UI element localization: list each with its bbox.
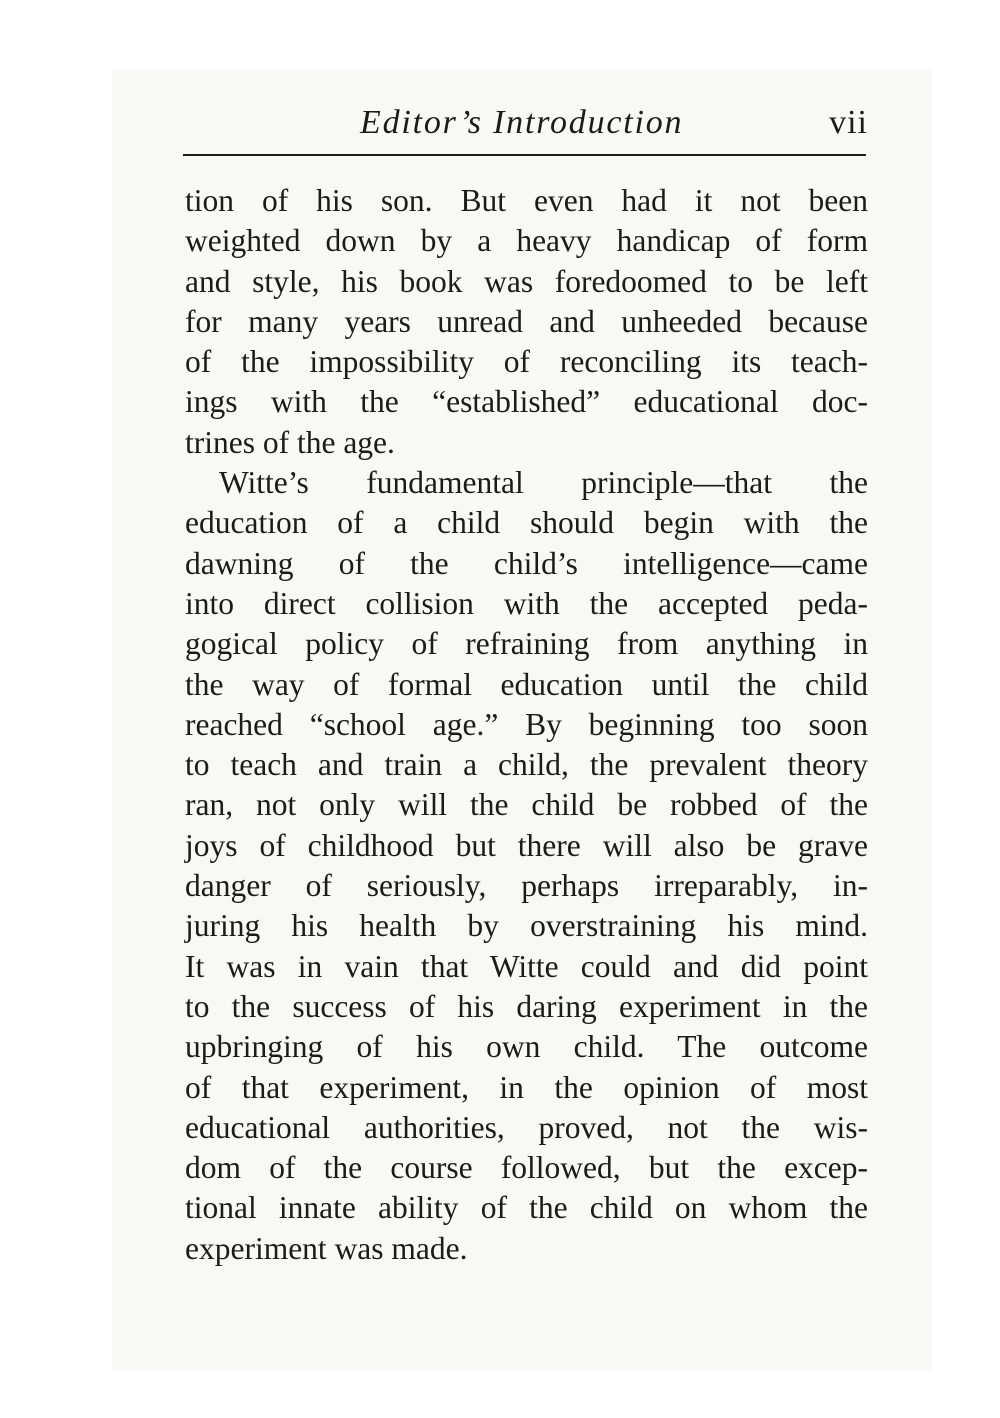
body-text <box>185 181 868 1269</box>
text-line: upbringing of his own child. The outcome <box>185 1029 868 1065</box>
text-line: of the impossibility of reconciling its teach- <box>185 344 868 380</box>
text-line: the way of formal education until the child <box>185 666 868 702</box>
paragraph <box>185 181 868 463</box>
text-line: to the success of his daring experiment in the <box>185 988 868 1024</box>
paragraph <box>185 463 868 1269</box>
text-line: into direct collision with the accepted peda- <box>185 585 868 621</box>
text-line: of that experiment, in the opinion of most <box>185 1069 868 1105</box>
text-line: and style, his book was foredoomed to be left <box>185 263 868 299</box>
text-line: Witte’s fundamental principle—that the <box>219 465 868 501</box>
text-line: juring his health by overstraining his mind. <box>185 908 868 944</box>
text-line: ings with the “established” educational doc- <box>185 384 868 420</box>
text-line: to teach and train a child, the prevalent theory <box>185 747 868 783</box>
running-head-title: Editor’s Introduction <box>360 104 684 141</box>
text-line: education of a child should begin with the <box>185 505 868 541</box>
text-line: tion of his son. But even had it not been <box>185 183 868 218</box>
text-line: educational authorities, proved, not the wis- <box>185 1109 868 1145</box>
text-line: danger of seriously, perhaps irreparably, in- <box>185 868 868 904</box>
header-rule <box>183 154 866 156</box>
text-line: tional innate ability of the child on whom the <box>185 1190 868 1226</box>
text-line: experiment was made. <box>185 1230 468 1266</box>
text-line: dawning of the child’s intelligence—came <box>185 545 868 581</box>
text-line: gogical policy of refraining from anything in <box>185 626 868 662</box>
page-number: vii <box>829 104 868 141</box>
text-line: It was in vain that Witte could and did point <box>185 948 868 984</box>
text-line: for many years unread and unheeded because <box>185 303 868 339</box>
running-head <box>185 98 868 154</box>
text-line: reached “school age.” By beginning too soon <box>185 706 868 742</box>
text-line: ran, not only will the child be robbed of the <box>185 787 868 823</box>
text-line: joys of childhood but there will also be grave <box>185 827 868 863</box>
text-line: weighted down by a heavy handicap of form <box>185 223 868 259</box>
text-line: dom of the course followed, but the excep- <box>185 1150 868 1186</box>
text-line: trines of the age. <box>185 424 395 460</box>
